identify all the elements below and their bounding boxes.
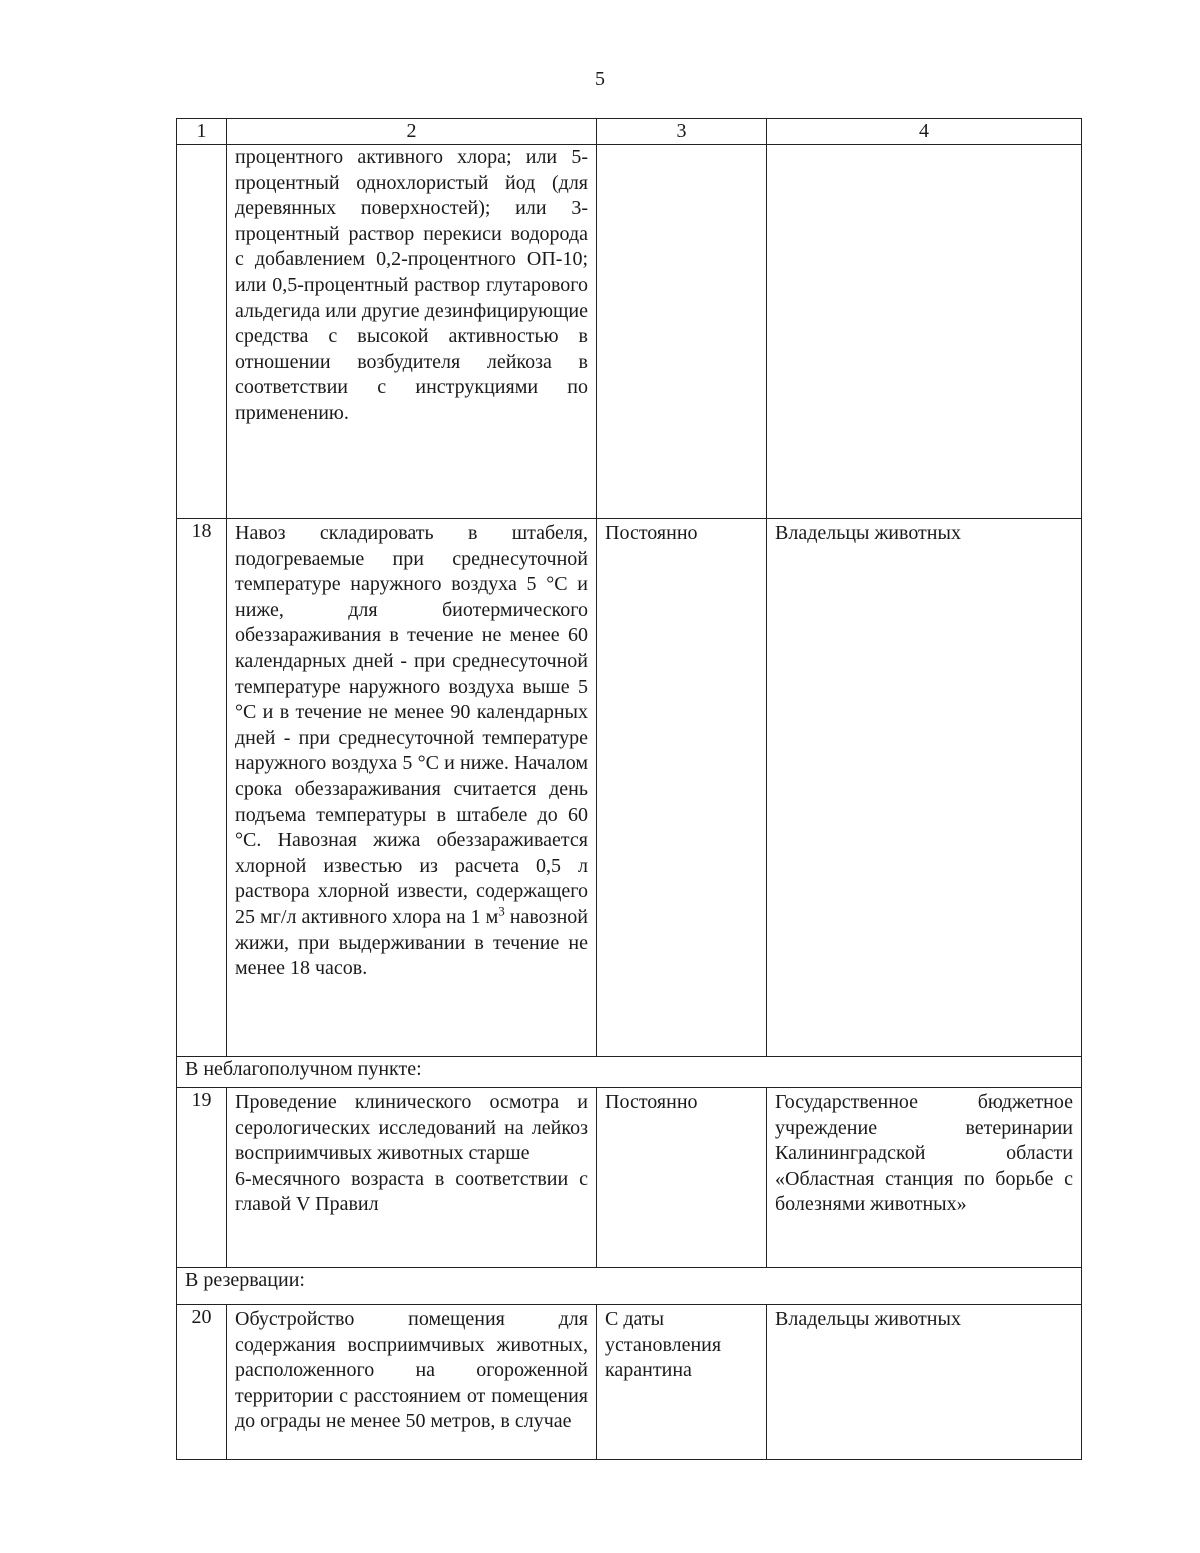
section-unfavorable-label: В неблагополучном пункте: (177, 1057, 1082, 1088)
row-18-text-after: навозной жижи, при выдерживании в течение не менее 18 часов. (235, 905, 588, 980)
row-20-num: 20 (177, 1305, 227, 1460)
row-19-measure (227, 1088, 597, 1268)
header-col-1: 1 (177, 119, 227, 145)
row-18-responsible: Владельцы животных (767, 519, 1082, 1057)
section-row-unfavorable (177, 1057, 1082, 1088)
header-col-3: 3 (597, 119, 767, 145)
row-continuation-term (597, 145, 767, 519)
row-19-text-line1: Проведение клинического осмотра и серологических исследований на лейкоз восприимчивых животных старше (235, 1091, 588, 1165)
row-20-term: С даты установления карантина (597, 1305, 767, 1460)
table-row-19 (177, 1088, 1082, 1268)
table-header-row (177, 119, 1082, 145)
row-18-text-before: Навоз складировать в штабеля, подогреваемые при среднесуточной температуре наружного воздуха 5 °С и ниже, для биотермического обеззараживания в течение не менее 60 календарных дней - при среднесуточной температуре наружного воздуха выше 5 °С и в течение не менее 90 календарных дней - при среднесуточной температуре наружного воздуха 5 °С и ниже. Началом срока обеззараживания считается день подъема температуры в штабеле до 60 °С. Навозная жижа обеззараживается хлорной известью из расчета 0,5 л раствора хлорной извести, содержащего 25 мг/л активного хлора на 1 м (235, 522, 588, 928)
row-continuation-responsible (767, 145, 1082, 519)
row-18-superscript: 3 (498, 903, 505, 919)
row-continuation-text: процентного активного хлора; или 5-процентный однохлористый йод (для деревянных поверхностей); или 3-процентный раствор перекиси водорода с добавлением 0,2-процентного ОП-10; или 0,5-процентный раствор глутарового альдегида или другие дезинфицирующие средства с высокой активностью в отношении возбудителя лейкоза в соответствии с инструкциями по применению. (227, 145, 597, 519)
row-19-text-line2: 6-месячного возраста в соответствии с главой V Правил (235, 1167, 588, 1216)
row-19-term: Постоянно (597, 1088, 767, 1268)
table-row-18 (177, 519, 1082, 1057)
section-row-reservation (177, 1268, 1082, 1305)
page-number: 5 (595, 68, 605, 90)
row-19-responsible: Государственное бюджетное учреждение ветеринарии Калининградской области «Областная станция по борьбе с болезнями животных» (767, 1088, 1082, 1268)
table-row-20 (177, 1305, 1082, 1460)
row-18-measure (227, 519, 597, 1057)
row-18-num: 18 (177, 519, 227, 1057)
row-continuation-num (177, 145, 227, 519)
section-reservation-label: В резервации: (177, 1268, 1082, 1305)
header-col-4: 4 (767, 119, 1082, 145)
row-18-term: Постоянно (597, 519, 767, 1057)
row-20-measure: Обустройство помещения для содержания восприимчивых животных, расположенного на огороженной территории с расстоянием от помещения до ограды не менее 50 метров, в случае (227, 1305, 597, 1460)
row-20-responsible: Владельцы животных (767, 1305, 1082, 1460)
row-19-num: 19 (177, 1088, 227, 1268)
measures-table (176, 118, 1082, 1460)
table-row-continuation (177, 145, 1082, 519)
header-col-2: 2 (227, 119, 597, 145)
